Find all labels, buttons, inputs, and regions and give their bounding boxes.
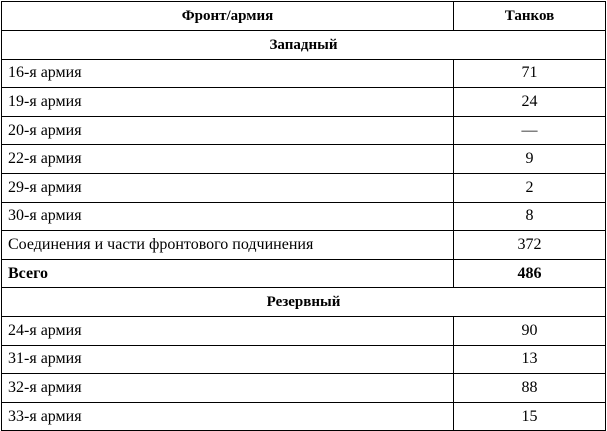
army-name: 29-я армия xyxy=(2,173,454,202)
table-row xyxy=(2,59,606,88)
tank-count: 13 xyxy=(454,345,606,374)
tank-count: 8 xyxy=(454,202,606,231)
section-title: Западный xyxy=(2,31,606,60)
section-title: Резервный xyxy=(2,288,606,317)
army-name: 31-я армия xyxy=(2,345,454,374)
table-row xyxy=(2,231,606,260)
header-tanks: Танков xyxy=(454,2,606,31)
table-row xyxy=(2,374,606,403)
table-row xyxy=(2,88,606,117)
total-label: Всего xyxy=(2,259,454,288)
table-row xyxy=(2,316,606,345)
header-row xyxy=(2,2,606,31)
tank-count: 9 xyxy=(454,145,606,174)
tanks-table xyxy=(1,1,606,431)
table-row xyxy=(2,402,606,431)
army-name: 32-я армия xyxy=(2,374,454,403)
tank-count: 2 xyxy=(454,173,606,202)
table-header xyxy=(2,2,606,31)
army-name: 22-я армия xyxy=(2,145,454,174)
tank-count: 15 xyxy=(454,402,606,431)
tank-count: — xyxy=(454,116,606,145)
tank-count: 71 xyxy=(454,59,606,88)
tank-count: 24 xyxy=(454,88,606,117)
army-name: 20-я армия xyxy=(2,116,454,145)
army-name: 30-я армия xyxy=(2,202,454,231)
army-name: 19-я армия xyxy=(2,88,454,117)
table-row xyxy=(2,345,606,374)
army-name: 24-я армия xyxy=(2,316,454,345)
section-row xyxy=(2,31,606,60)
total-row xyxy=(2,259,606,288)
table-row xyxy=(2,145,606,174)
army-name: 16-я армия xyxy=(2,59,454,88)
total-value: 486 xyxy=(454,259,606,288)
table-row xyxy=(2,173,606,202)
tank-count: 372 xyxy=(454,231,606,260)
table-body xyxy=(2,31,606,431)
army-name: 33-я армия xyxy=(2,402,454,431)
table-row xyxy=(2,202,606,231)
army-name: Соединения и части фронтового подчинения xyxy=(2,231,454,260)
tank-count: 90 xyxy=(454,316,606,345)
table-row xyxy=(2,116,606,145)
section-row xyxy=(2,288,606,317)
tank-count: 88 xyxy=(454,374,606,403)
header-front-army: Фронт/армия xyxy=(2,2,454,31)
